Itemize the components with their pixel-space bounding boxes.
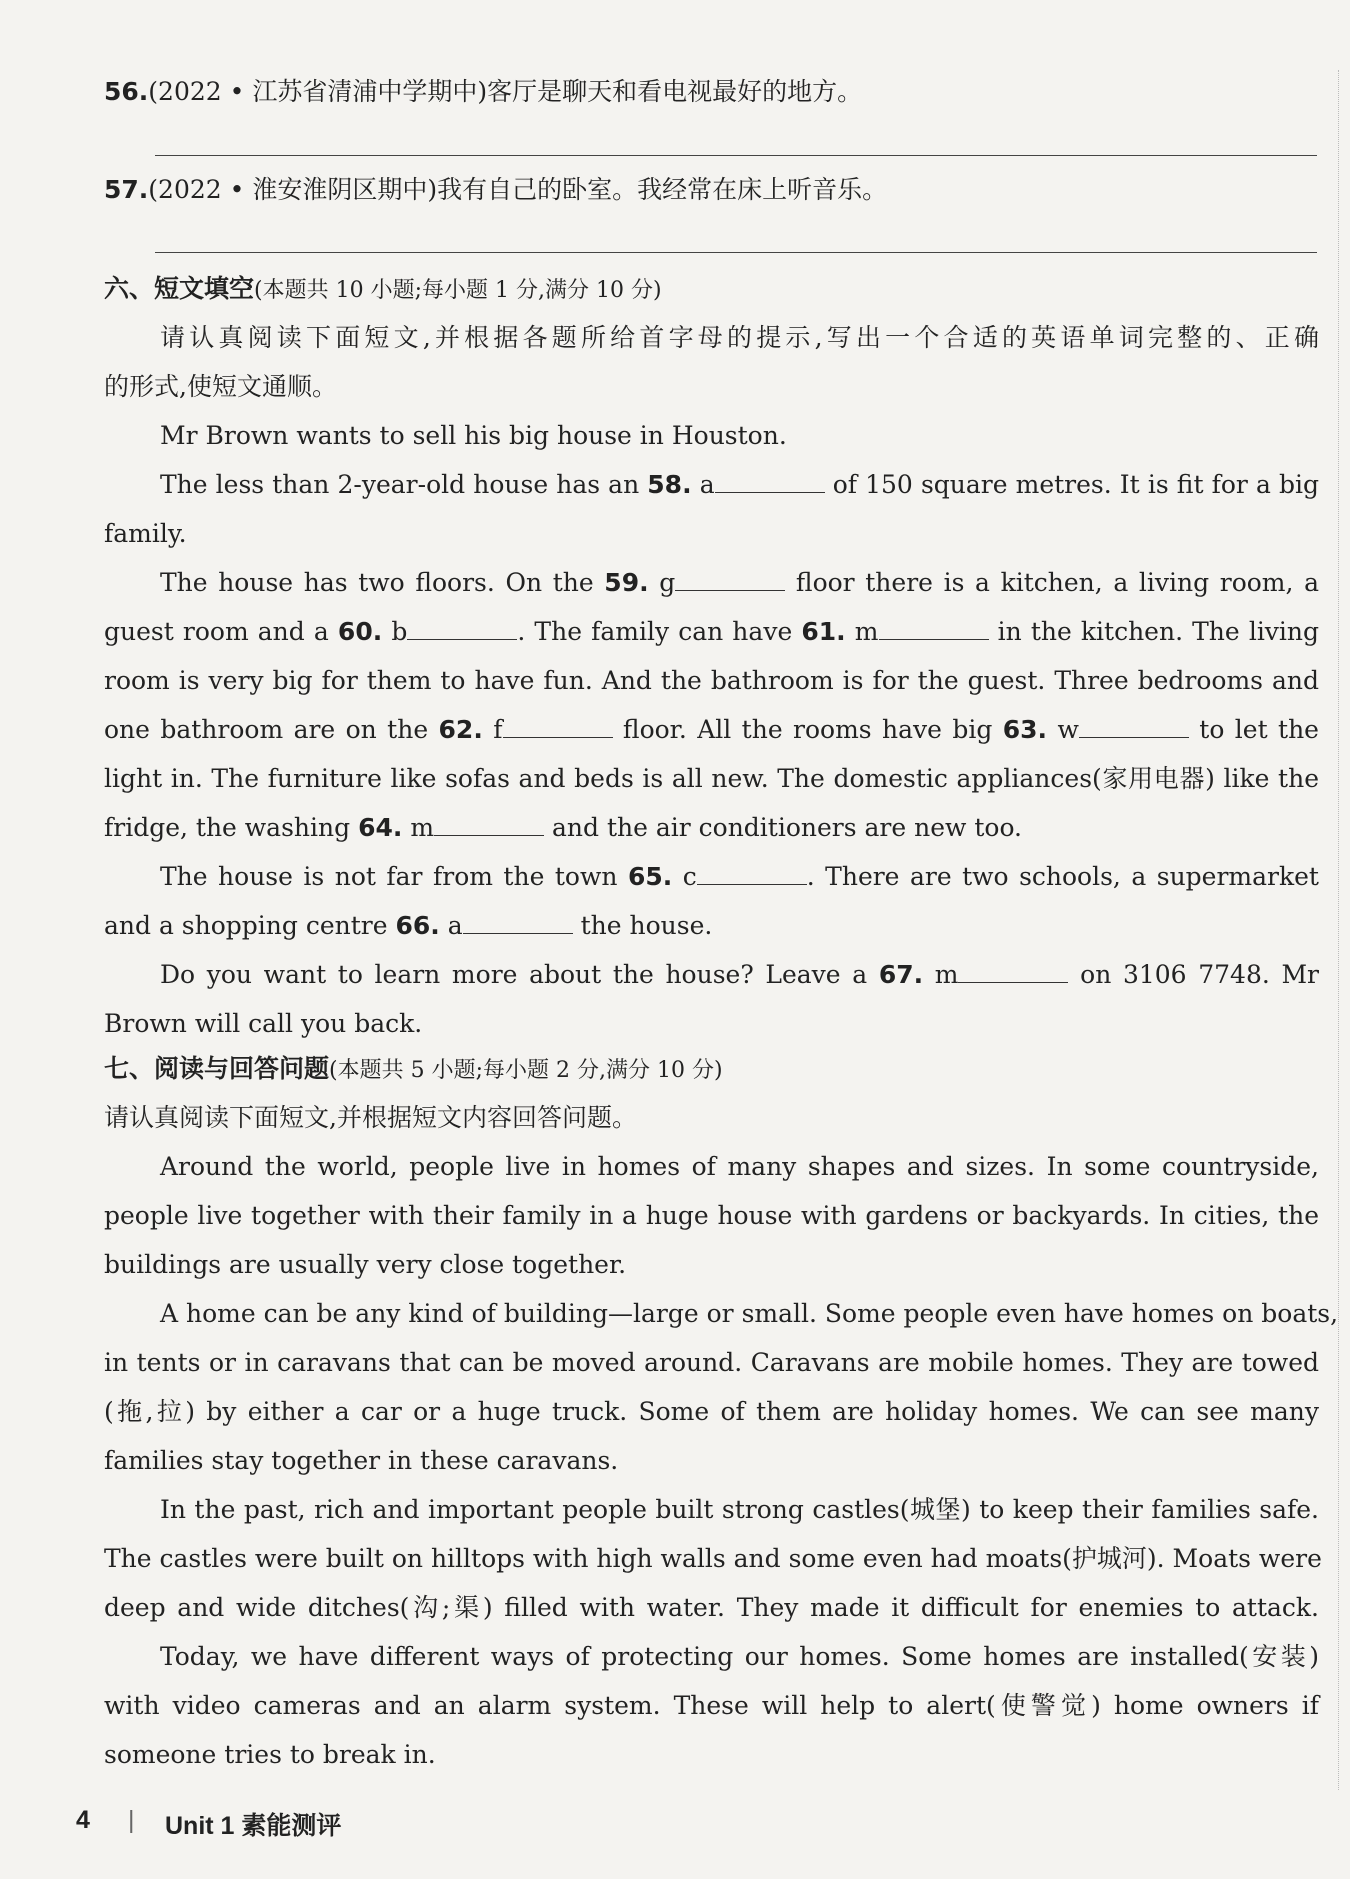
passage-line: and a shopping centre 66. a the house. xyxy=(104,911,713,940)
footer-title: Unit 1 素能测评 xyxy=(165,1812,342,1840)
blank-59[interactable] xyxy=(675,568,785,591)
passage-line: The less than 2-year-old house has an 58. a of 150 square metres. It is fit for a big xyxy=(160,470,1319,499)
blank-67[interactable] xyxy=(958,960,1068,983)
passage-line: The house has two floors. On the 59. g floor there is a kitchen, a living room, a xyxy=(160,568,1319,597)
reading-line: Around the world, people live in homes of many shapes and sizes. In some countryside, xyxy=(160,1152,1319,1181)
reading-line: with video cameras and an alarm system. These will help to alert(使警觉) home owners if xyxy=(104,1691,1319,1720)
answer-line-57[interactable] xyxy=(155,252,1317,253)
margin-dotted-line xyxy=(1338,70,1339,1790)
passage-line: one bathroom are on the 62. f floor. All the rooms have big 63. w to let the xyxy=(104,715,1319,744)
reading-line: families stay together in these caravans. xyxy=(104,1446,619,1475)
page-number: 4 xyxy=(76,1806,90,1834)
question-56: 56.(2022 • 江苏省清浦中学期中)客厅是聊天和看电视最好的地方。 xyxy=(104,77,863,106)
reading-line: people live together with their family in a huge house with gardens or backyards. In cities, the xyxy=(104,1201,1319,1230)
section-6-heading: 六、短文填空(本题共 10 小题;每小题 1 分,满分 10 分) xyxy=(104,274,662,303)
blank-62[interactable] xyxy=(503,715,613,738)
passage-line: fridge, the washing 64. m and the air conditioners are new too. xyxy=(104,813,1023,842)
section-7-heading: 七、阅读与回答问题(本题共 5 小题;每小题 2 分,满分 10 分) xyxy=(104,1054,723,1083)
passage-line: light in. The furniture like sofas and beds is all new. The domestic appliances(家用电器) like the xyxy=(104,764,1319,793)
blank-64[interactable] xyxy=(434,813,544,836)
blank-65[interactable] xyxy=(697,862,807,885)
passage-line: family. xyxy=(104,519,187,548)
reading-line: (拖,拉) by either a car or a huge truck. Some of them are holiday homes. We can see many xyxy=(104,1397,1319,1426)
passage-line: Brown will call you back. xyxy=(104,1009,423,1038)
blank-60[interactable] xyxy=(407,617,517,640)
reading-line: someone tries to break in. xyxy=(104,1740,436,1769)
passage-line: room is very big for them to have fun. And the bathroom is for the guest. Three bedrooms and xyxy=(104,666,1319,695)
blank-61[interactable] xyxy=(879,617,989,640)
footer-separator: | xyxy=(128,1806,135,1834)
blank-66[interactable] xyxy=(463,911,573,934)
section-6-instruction-cont: 的形式,使短文通顺。 xyxy=(104,372,337,401)
reading-line: In the past, rich and important people built strong castles(城堡) to keep their families safe. xyxy=(160,1495,1319,1524)
blank-63[interactable] xyxy=(1079,715,1189,738)
blank-58[interactable] xyxy=(715,470,825,493)
reading-line: The castles were built on hilltops with high walls and some even had moats(护城河). Moats were xyxy=(104,1544,1322,1573)
section-6-instruction: 请认真阅读下面短文,并根据各题所给首字母的提示,写出一个合适的英语单词完整的、正确 xyxy=(160,323,1319,352)
reading-line: A home can be any kind of building—large or small. Some people even have homes on boats, xyxy=(160,1299,1339,1328)
answer-line-56[interactable] xyxy=(155,155,1317,156)
passage-line: Do you want to learn more about the house? Leave a 67. m on 3106 7748. Mr xyxy=(160,960,1319,989)
section-7-instruction: 请认真阅读下面短文,并根据短文内容回答问题。 xyxy=(104,1103,637,1132)
question-57: 57.(2022 • 淮安淮阴区期中)我有自己的卧室。我经常在床上听音乐。 xyxy=(104,175,888,204)
reading-line: deep and wide ditches(沟;渠) filled with water. They made it difficult for enemies to attack. xyxy=(104,1593,1319,1622)
passage-line: guest room and a 60. b . The family can have 61. m in the kitchen. The living xyxy=(104,617,1320,646)
reading-line: in tents or in caravans that can be moved around. Caravans are mobile homes. They are towed xyxy=(104,1348,1319,1377)
reading-line: Today, we have different ways of protecting our homes. Some homes are installed(安装) xyxy=(160,1642,1319,1671)
passage-line: The house is not far from the town 65. c . There are two schools, a supermarket xyxy=(160,862,1319,891)
passage-line: Mr Brown wants to sell his big house in Houston. xyxy=(160,421,787,450)
reading-line: buildings are usually very close together. xyxy=(104,1250,627,1279)
